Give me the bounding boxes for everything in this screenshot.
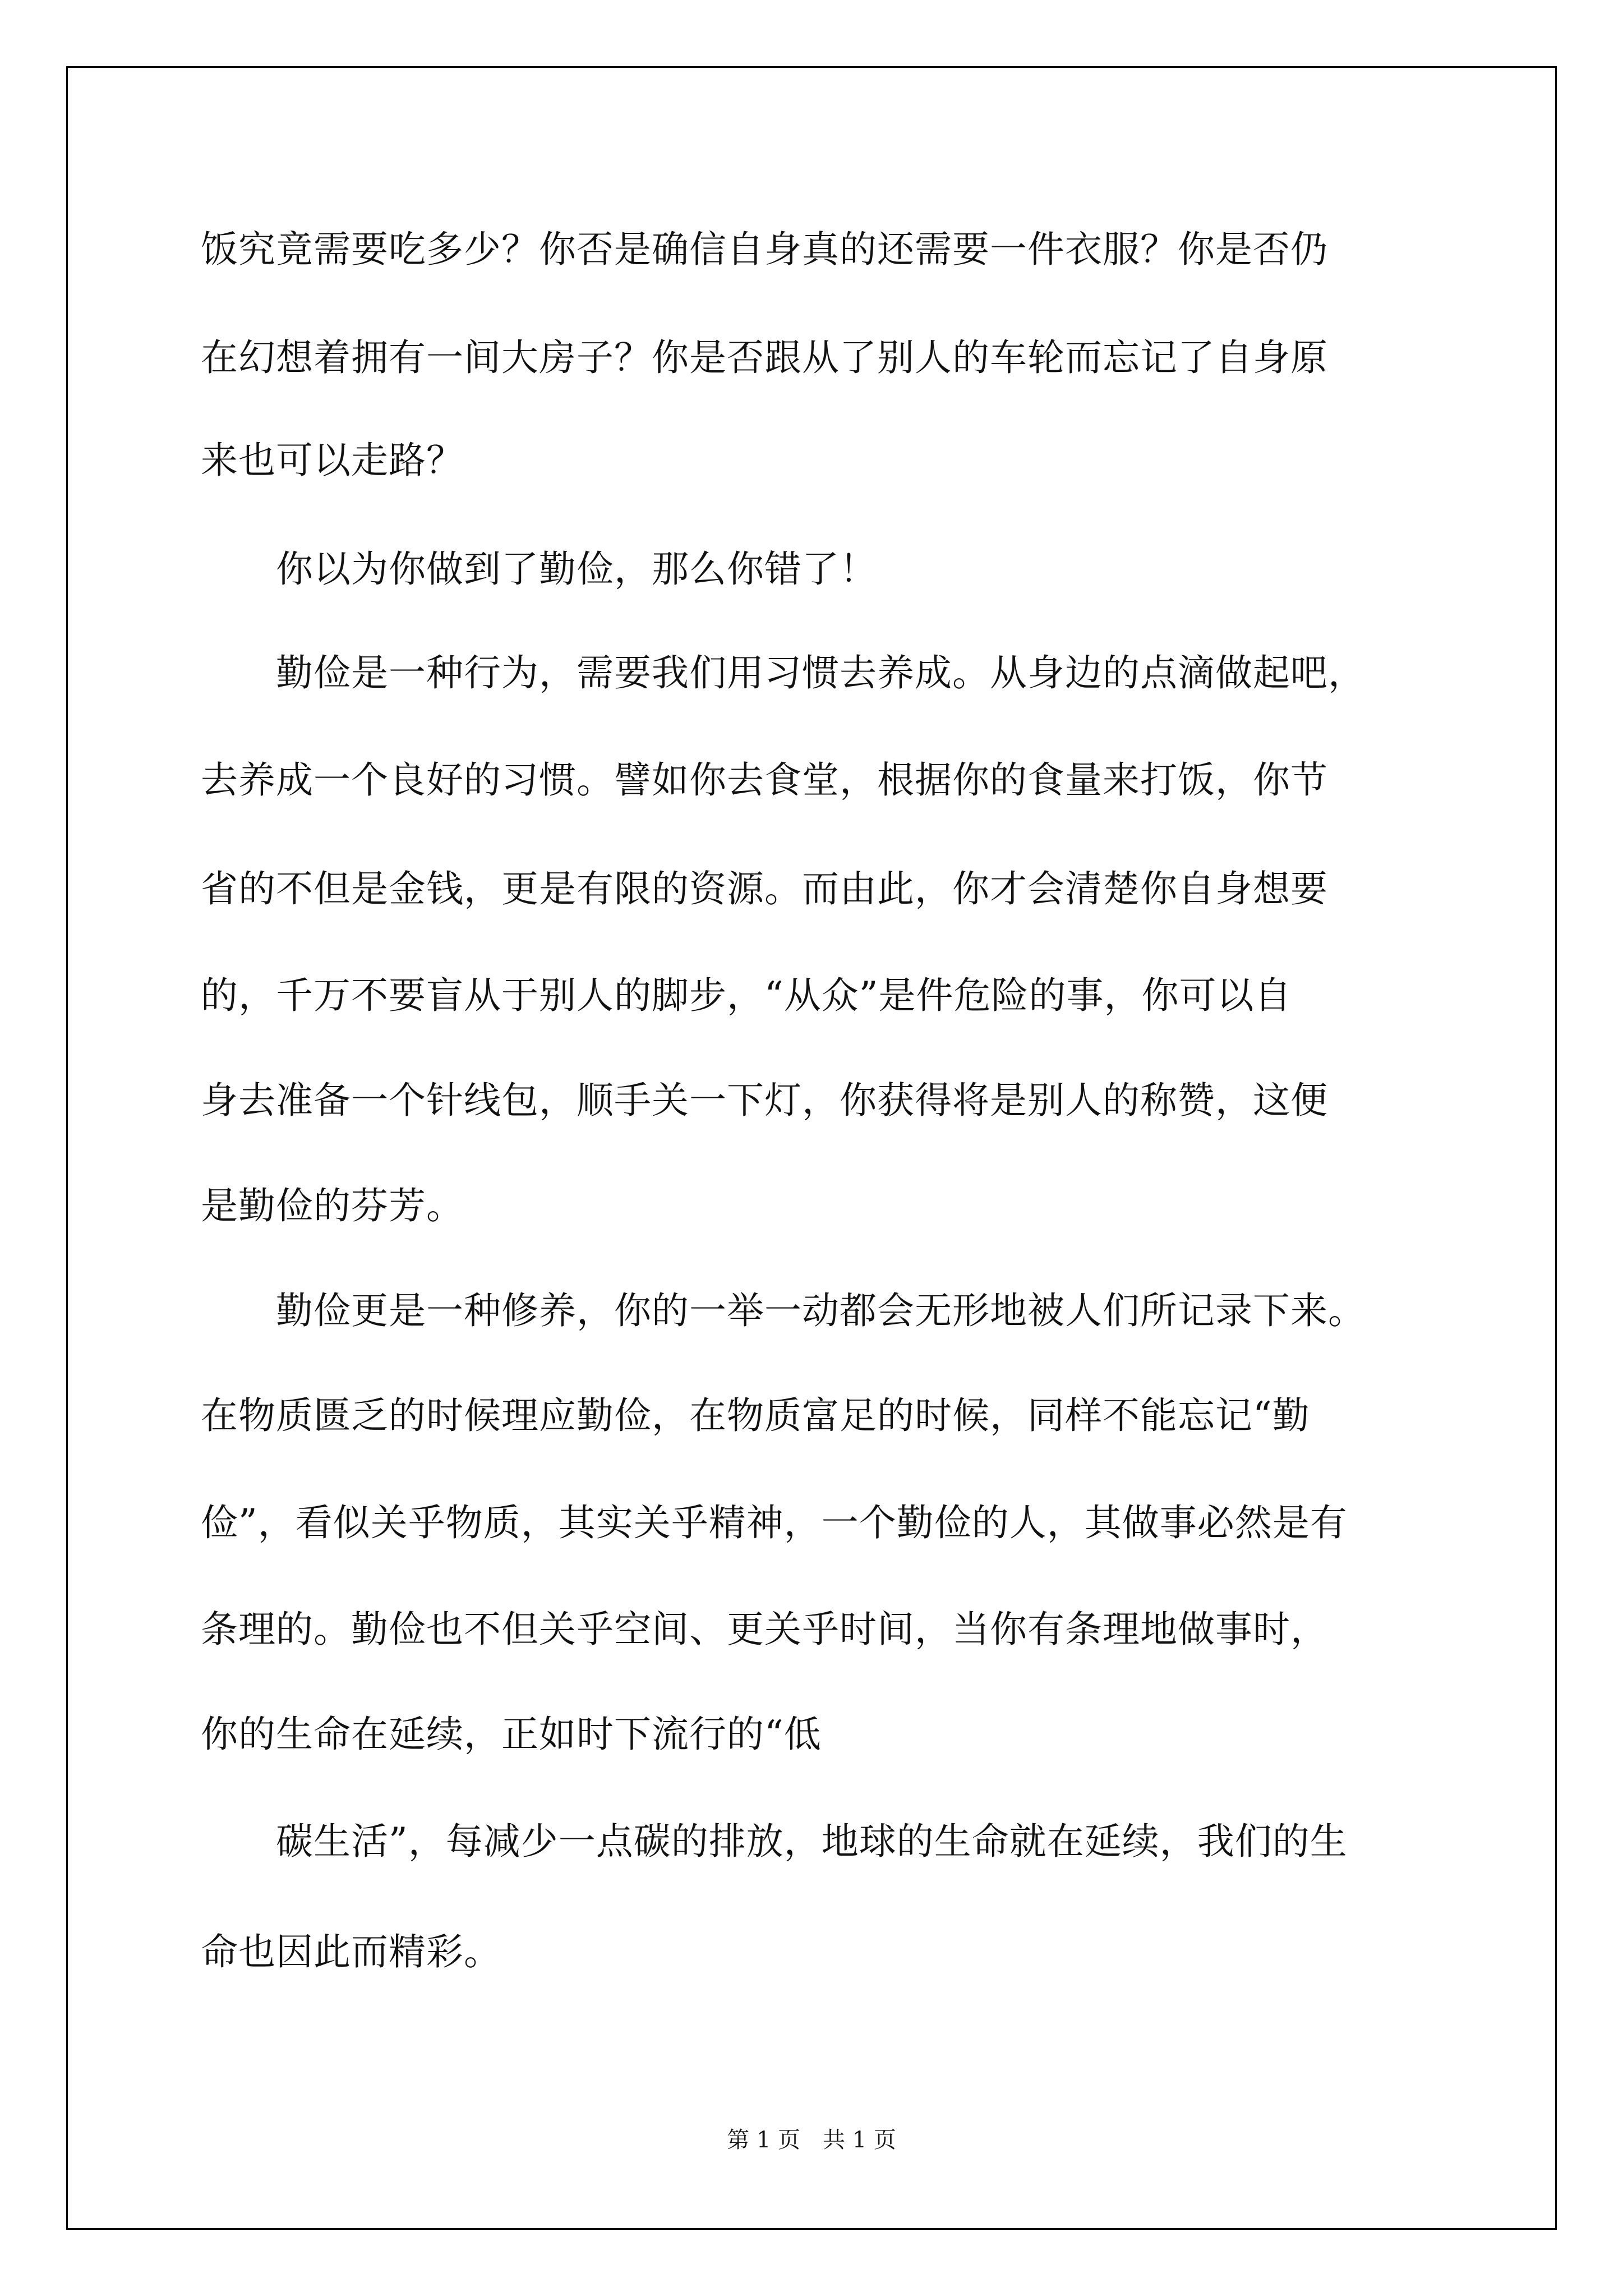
text-line: 命也因此而精彩。 [201,1930,501,1973]
text-line: 省的不但是金钱，更是有限的资源。而由此，你才会清楚你自身想要 [201,867,1328,910]
text-line: 俭”，看似关乎物质，其实关乎精神，一个勤俭的人，其做事必然是有 [201,1501,1348,1544]
text-line: 在幻想着拥有一间大房子？你是否跟从了别人的车轮而忘记了自身原 [201,336,1328,379]
text-line: 你以为你做到了勤俭，那么你错了！ [201,547,877,591]
page-border [66,66,1557,2230]
page-number-footer: 第 1 页 共 1 页 [727,2127,896,2153]
text-line: 是勤俭的芬芳。 [201,1184,464,1227]
text-line: 碳生活”，每减少一点碳的排放，地球的生命就在延续，我们的生 [201,1820,1348,1863]
text-line: 去养成一个良好的习惯。譬如你去食堂，根据你的食量来打饭，你节 [201,758,1328,802]
text-line: 的，千万不要盲从于别人的脚步，“从众”是件危险的事，你可以自 [201,974,1292,1017]
text-line: 你的生命在延续，正如时下流行的“低 [201,1713,822,1756]
text-line: 来也可以走路？ [201,439,464,482]
text-line: 条理的。勤俭也不但关乎空间、更关乎时间，当你有条理地做事时， [201,1608,1328,1651]
text-line: 饭究竟需要吃多少？你否是确信自身真的还需要一件衣服？你是否仍 [201,228,1328,271]
text-line: 勤俭更是一种修养，你的一举一动都会无形地被人们所记录下来。 [201,1289,1366,1332]
text-line: 在物质匮乏的时候理应勤俭，在物质富足的时候，同样不能忘记“勤 [201,1394,1310,1437]
text-line: 身去准备一个针线包，顺手关一下灯，你获得将是别人的称赞，这便 [201,1079,1328,1122]
text-line: 勤俭是一种行为，需要我们用习惯去养成。从身边的点滴做起吧， [201,651,1366,694]
